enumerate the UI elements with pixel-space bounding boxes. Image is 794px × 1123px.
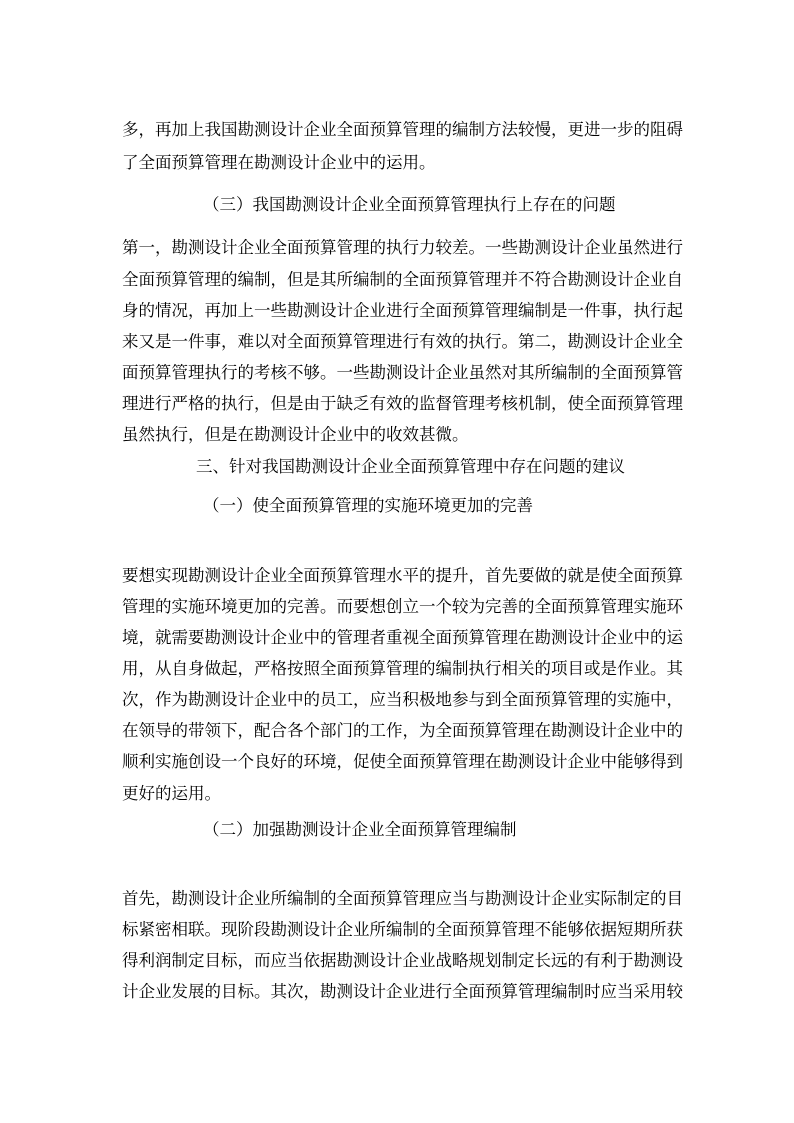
paragraph-2-line-5: 面预算管理执行的考核不够。一些勘测设计企业虽然对其所编制的全面预算管 [122,363,683,382]
section-heading-one: （一）使全面预算管理的实施环境更加的完善 [203,496,533,515]
paragraph-2-line-3: 身的情况，再加上一些勘测设计企业进行全面预算管理编制是一件事，执行起 [122,301,683,320]
paragraph-2-line-1: 第一，勘测设计企业全面预算管理的执行力较差。一些勘测设计企业虽然进行 [122,238,683,257]
paragraph-4-line-4: 计企业发展的目标。其次，勘测设计企业进行全面预算管理编制时应当采用较 [122,982,683,1001]
paragraph-3-line-8: 更好的运用。 [122,784,221,803]
paragraph-2-line-4: 来又是一件事，难以对全面预算管理进行有效的执行。第二，勘测设计企业全 [122,332,683,351]
paragraph-2-line-2: 全面预算管理的编制，但是其所编制的全面预算管理并不符合勘测设计企业自 [122,270,683,289]
paragraph-3-line-1: 要想实现勘测设计企业全面预算管理水平的提升，首先要做的就是使全面预算 [122,566,683,585]
paragraph-2-line-7: 虽然执行，但是在勘测设计企业中的收效甚微。 [122,425,469,444]
paragraph-3-line-2: 管理的实施环境更加的完善。而要想创立一个较为完善的全面预算管理实施环 [122,597,683,616]
paragraph-3-line-4: 用，从自身做起，严格按照全面预算管理的编制执行相关的项目或是作业。其 [122,659,683,678]
paragraph-3-line-7: 顺利实施创设一个良好的环境，促使全面预算管理在勘测设计企业中能够得到 [122,752,683,771]
section-heading-three: （三）我国勘测设计企业全面预算管理执行上存在的问题 [203,195,616,214]
paragraph-2-line-6: 理进行严格的执行，但是由于缺乏有效的监督管理考核机制，使全面预算管理 [122,394,683,413]
paragraph-3-line-3: 境，就需要勘测设计企业中的管理者重视全面预算管理在勘测设计企业中的运 [122,628,683,647]
paragraph-1-line-2: 了全面预算管理在勘测设计企业中的运用。 [122,153,436,172]
section-heading-two: （二）加强勘测设计企业全面预算管理编制 [203,820,517,839]
paragraph-3-line-6: 在领导的带领下，配合各个部门的工作，为全面预算管理在勘测设计企业中的 [122,721,683,740]
paragraph-3-line-5: 次，作为勘测设计企业中的员工，应当积极地参与到全面预算管理的实施中， [122,690,683,709]
paragraph-1-line-1: 多，再加上我国勘测设计企业全面预算管理的编制方法较慢，更进一步的阻碍 [122,120,683,139]
chapter-heading-three: 三、针对我国勘测设计企业全面预算管理中存在问题的建议 [196,457,625,476]
paragraph-4-line-3: 得利润制定目标，而应当依据勘测设计企业战略规划制定长远的有利于勘测设 [122,951,683,970]
paragraph-4-line-1: 首先，勘测设计企业所编制的全面预算管理应当与勘测设计企业实际制定的目 [122,889,683,908]
paragraph-4-line-2: 标紧密相联。现阶段勘测设计企业所编制的全面预算管理不能够依据短期所获 [122,920,683,939]
